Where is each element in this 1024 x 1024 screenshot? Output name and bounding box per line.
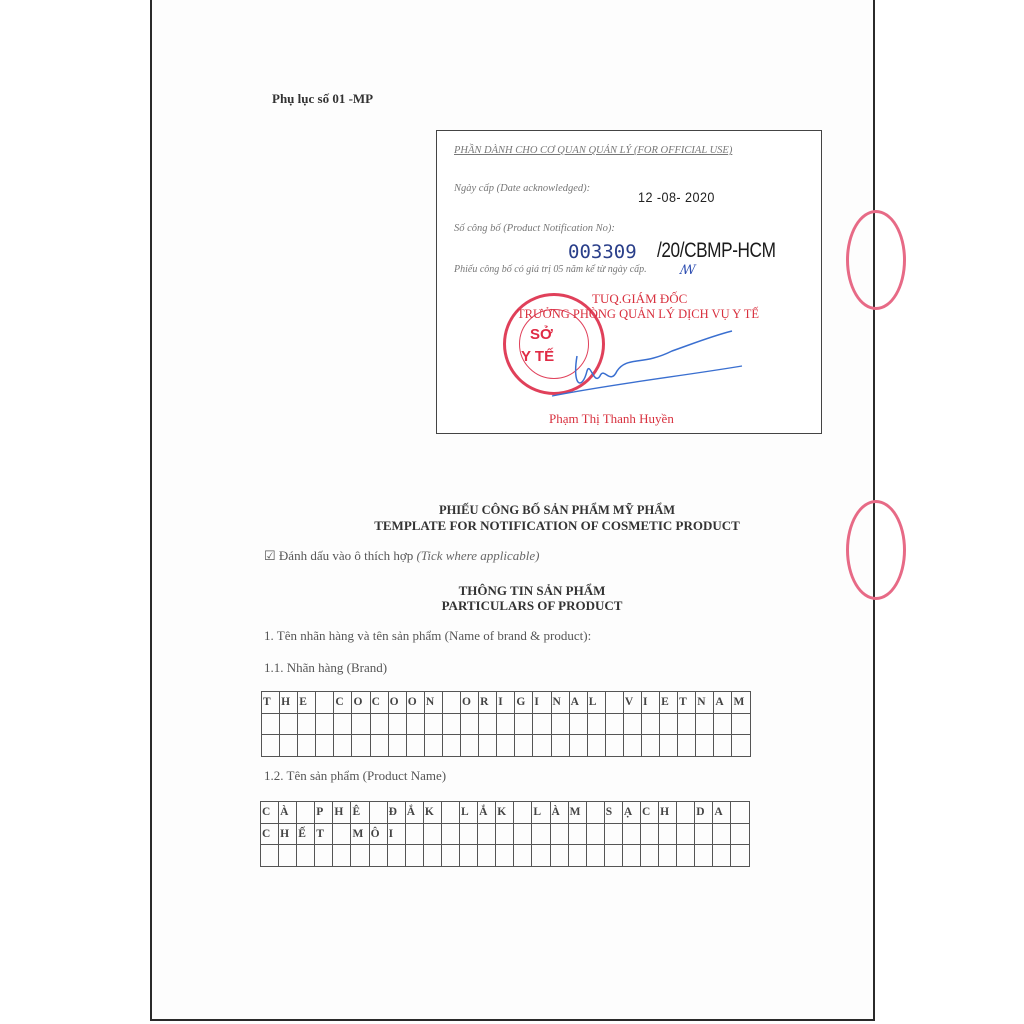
grid-row [261, 823, 750, 845]
grid-cell [604, 823, 622, 845]
grid-cell [316, 735, 334, 757]
grid-cell: L [532, 802, 550, 824]
grid-cell [316, 692, 334, 714]
grid-cell [441, 823, 459, 845]
grid-cell: À [550, 802, 568, 824]
grid-cell [279, 845, 297, 867]
appendix-label: Phụ lục số 01 -MP [272, 91, 374, 106]
grid-cell [333, 823, 351, 845]
grid-cell [297, 845, 315, 867]
grid-cell [460, 823, 478, 845]
grid-cell [369, 802, 387, 824]
grid-cell: V [623, 692, 641, 714]
edge-seal-stamp-top [846, 210, 906, 310]
grid-cell: N [424, 692, 442, 714]
grid-cell: À [279, 802, 297, 824]
grid-cell [641, 735, 659, 757]
grid-cell: N [696, 692, 714, 714]
grid-cell: Ê [351, 802, 369, 824]
grid-cell [659, 845, 677, 867]
grid-cell: A [714, 692, 732, 714]
grid-cell [478, 823, 496, 845]
grid-cell [515, 713, 533, 735]
grid-cell [461, 735, 479, 757]
grid-cell [568, 845, 586, 867]
grid-cell [695, 845, 713, 867]
grid-cell [514, 845, 532, 867]
grid-cell [550, 845, 568, 867]
grid-cell [298, 713, 316, 735]
grid-cell [315, 845, 333, 867]
grid-cell: O [406, 692, 424, 714]
grid-cell [387, 845, 405, 867]
signer-name: Phạm Thị Thanh Huyền [549, 411, 674, 426]
grid-cell: O [388, 692, 406, 714]
date-label: Ngày cấp (Date acknowledged): [454, 183, 591, 194]
section-title-en: PARTICULARS OF PRODUCT [441, 598, 623, 613]
grid-cell [587, 735, 605, 757]
date-value: 12 -08- 2020 [638, 189, 715, 205]
form-title-en: TEMPLATE FOR NOTIFICATION OF COSMETIC PRODUCT [374, 518, 740, 533]
grid-cell [732, 735, 750, 757]
grid-cell [678, 713, 696, 735]
grid-cell: H [659, 802, 677, 824]
grid-cell: I [497, 692, 515, 714]
grid-cell: T [262, 692, 280, 714]
grid-cell [515, 735, 533, 757]
grid-cell [659, 823, 677, 845]
grid-cell [532, 845, 550, 867]
grid-cell: K [496, 802, 514, 824]
grid-cell [677, 823, 695, 845]
product-name-grid [260, 801, 750, 867]
grid-cell [460, 845, 478, 867]
grid-cell [497, 735, 515, 757]
grid-cell: D [695, 802, 713, 824]
grid-cell [622, 823, 640, 845]
grid-cell [586, 802, 604, 824]
grid-cell [714, 735, 732, 757]
grid-cell: C [640, 802, 658, 824]
grid-cell: G [515, 692, 533, 714]
grid-cell [586, 823, 604, 845]
grid-cell [352, 713, 370, 735]
grid-cell [713, 845, 731, 867]
grid-cell: L [587, 692, 605, 714]
grid-cell [622, 845, 640, 867]
grid-cell [352, 735, 370, 757]
signatory-title-1: TUQ.GIÁM ĐỐC [592, 291, 688, 306]
form-title-vi: PHIẾU CÔNG BỐ SẢN PHẨM MỸ PHẨM [438, 503, 676, 517]
grid-cell [623, 735, 641, 757]
grid-cell: A [713, 802, 731, 824]
grid-cell [496, 845, 514, 867]
grid-cell: O [352, 692, 370, 714]
grid-cell [586, 845, 604, 867]
grid-cell [280, 713, 298, 735]
grid-cell: A [569, 692, 587, 714]
grid-cell [405, 845, 423, 867]
grid-cell [423, 845, 441, 867]
grid-cell [605, 735, 623, 757]
grid-cell [442, 735, 460, 757]
grid-cell: C [261, 802, 279, 824]
grid-cell [660, 713, 678, 735]
grid-cell: E [660, 692, 678, 714]
grid-cell [732, 713, 750, 735]
grid-cell: H [279, 823, 297, 845]
grid-cell [514, 802, 532, 824]
grid-cell [479, 713, 497, 735]
grid-cell [569, 735, 587, 757]
grid-cell [441, 845, 459, 867]
grid-cell: T [315, 823, 333, 845]
grid-cell: M [351, 823, 369, 845]
grid-cell [351, 845, 369, 867]
signature-icon [532, 326, 752, 406]
grid-cell: S [604, 802, 622, 824]
tick-instruction-en: (Tick where applicable) [416, 548, 540, 563]
grid-cell [551, 735, 569, 757]
grid-cell: Đ [387, 802, 405, 824]
grid-cell [334, 735, 352, 757]
grid-cell [623, 713, 641, 735]
grid-cell [442, 692, 460, 714]
grid-cell [533, 713, 551, 735]
grid-cell [660, 735, 678, 757]
grid-cell [640, 823, 658, 845]
grid-cell [370, 735, 388, 757]
notification-suffix: /20/CBMP-HCM [657, 239, 776, 262]
grid-cell [696, 735, 714, 757]
notification-label: Số công bố (Product Notification No): [454, 223, 615, 234]
grid-cell: Ô [369, 823, 387, 845]
grid-cell [533, 735, 551, 757]
grid-cell [424, 735, 442, 757]
grid-cell [424, 713, 442, 735]
notification-number: 003309 [568, 241, 637, 263]
section-title-vi: THÔNG TIN SẢN PHẨM [458, 583, 606, 598]
grid-cell [388, 735, 406, 757]
grid-cell: C [261, 823, 279, 845]
grid-cell: K [423, 802, 441, 824]
grid-cell [514, 823, 532, 845]
grid-row [262, 692, 751, 714]
grid-cell [731, 823, 749, 845]
grid-cell: O [461, 692, 479, 714]
grid-cell [333, 845, 351, 867]
grid-cell [369, 845, 387, 867]
grid-cell [731, 845, 749, 867]
grid-cell: I [533, 692, 551, 714]
grid-cell [496, 823, 514, 845]
grid-cell: Ắ [405, 802, 423, 824]
signatory-title-2: TRƯỞNG PHÒNG QUẢN LÝ DỊCH VỤ Y TẾ [517, 307, 759, 321]
grid-cell [640, 845, 658, 867]
grid-cell: R [479, 692, 497, 714]
grid-cell: E [298, 692, 316, 714]
grid-row [262, 713, 751, 735]
grid-cell [370, 713, 388, 735]
grid-cell [713, 823, 731, 845]
grid-cell [479, 735, 497, 757]
official-use-box [436, 130, 822, 434]
grid-cell: H [280, 692, 298, 714]
grid-cell [677, 845, 695, 867]
grid-cell [604, 845, 622, 867]
grid-cell [605, 713, 623, 735]
grid-cell [334, 713, 352, 735]
grid-cell: T [678, 692, 696, 714]
seal-text-line-2: Y TẾ [521, 348, 555, 365]
grid-cell: Ế [297, 823, 315, 845]
grid-cell [696, 713, 714, 735]
grid-cell [695, 823, 713, 845]
validity-note: Phiếu công bố có giá trị 05 năm kể từ ngày cấp. [454, 264, 647, 275]
seal-text-line-1: SỞ [530, 326, 553, 343]
grid-row [262, 735, 751, 757]
grid-cell [677, 802, 695, 824]
grid-cell [569, 713, 587, 735]
grid-cell [316, 713, 334, 735]
grid-cell: H [333, 802, 351, 824]
grid-cell [714, 713, 732, 735]
grid-row [261, 845, 750, 867]
grid-cell: L [460, 802, 478, 824]
product-name-label: 1.2. Tên sản phẩm (Product Name) [264, 768, 447, 783]
grid-cell [551, 713, 569, 735]
grid-cell: P [315, 802, 333, 824]
grid-cell [406, 713, 424, 735]
grid-cell [280, 735, 298, 757]
grid-cell [550, 823, 568, 845]
grid-cell [641, 713, 659, 735]
grid-cell [406, 735, 424, 757]
grid-cell [388, 713, 406, 735]
grid-cell: I [641, 692, 659, 714]
grid-cell [262, 713, 280, 735]
tick-instruction-vi: ☑ Đánh dấu vào ô thích hợp [264, 548, 414, 563]
grid-cell [441, 802, 459, 824]
grid-cell [568, 823, 586, 845]
grid-cell [405, 823, 423, 845]
handwritten-initial-icon: ꟿ [680, 262, 696, 277]
grid-cell [731, 802, 749, 824]
brand-grid [261, 691, 751, 757]
official-use-title: PHẦN DÀNH CHO CƠ QUAN QUẢN LÝ (FOR OFFICIAL USE) [454, 145, 733, 156]
grid-cell: Ắ [478, 802, 496, 824]
grid-cell [423, 823, 441, 845]
grid-cell [605, 692, 623, 714]
grid-cell [461, 713, 479, 735]
grid-cell [262, 735, 280, 757]
tick-instruction [264, 548, 539, 564]
grid-cell [442, 713, 460, 735]
grid-row [261, 802, 750, 824]
grid-cell [497, 713, 515, 735]
grid-cell [478, 845, 496, 867]
grid-cell [298, 735, 316, 757]
grid-cell: M [732, 692, 750, 714]
grid-cell: N [551, 692, 569, 714]
question-1-label: 1. Tên nhãn hàng và tên sản phẩm (Name of brand & product): [264, 628, 592, 643]
grid-cell: C [370, 692, 388, 714]
grid-cell [297, 802, 315, 824]
grid-cell [532, 823, 550, 845]
grid-cell [261, 845, 279, 867]
brand-label: 1.1. Nhãn hàng (Brand) [264, 660, 388, 675]
grid-cell: Ạ [622, 802, 640, 824]
grid-cell: M [568, 802, 586, 824]
grid-cell [587, 713, 605, 735]
grid-cell: I [387, 823, 405, 845]
grid-cell [678, 735, 696, 757]
grid-cell: C [334, 692, 352, 714]
